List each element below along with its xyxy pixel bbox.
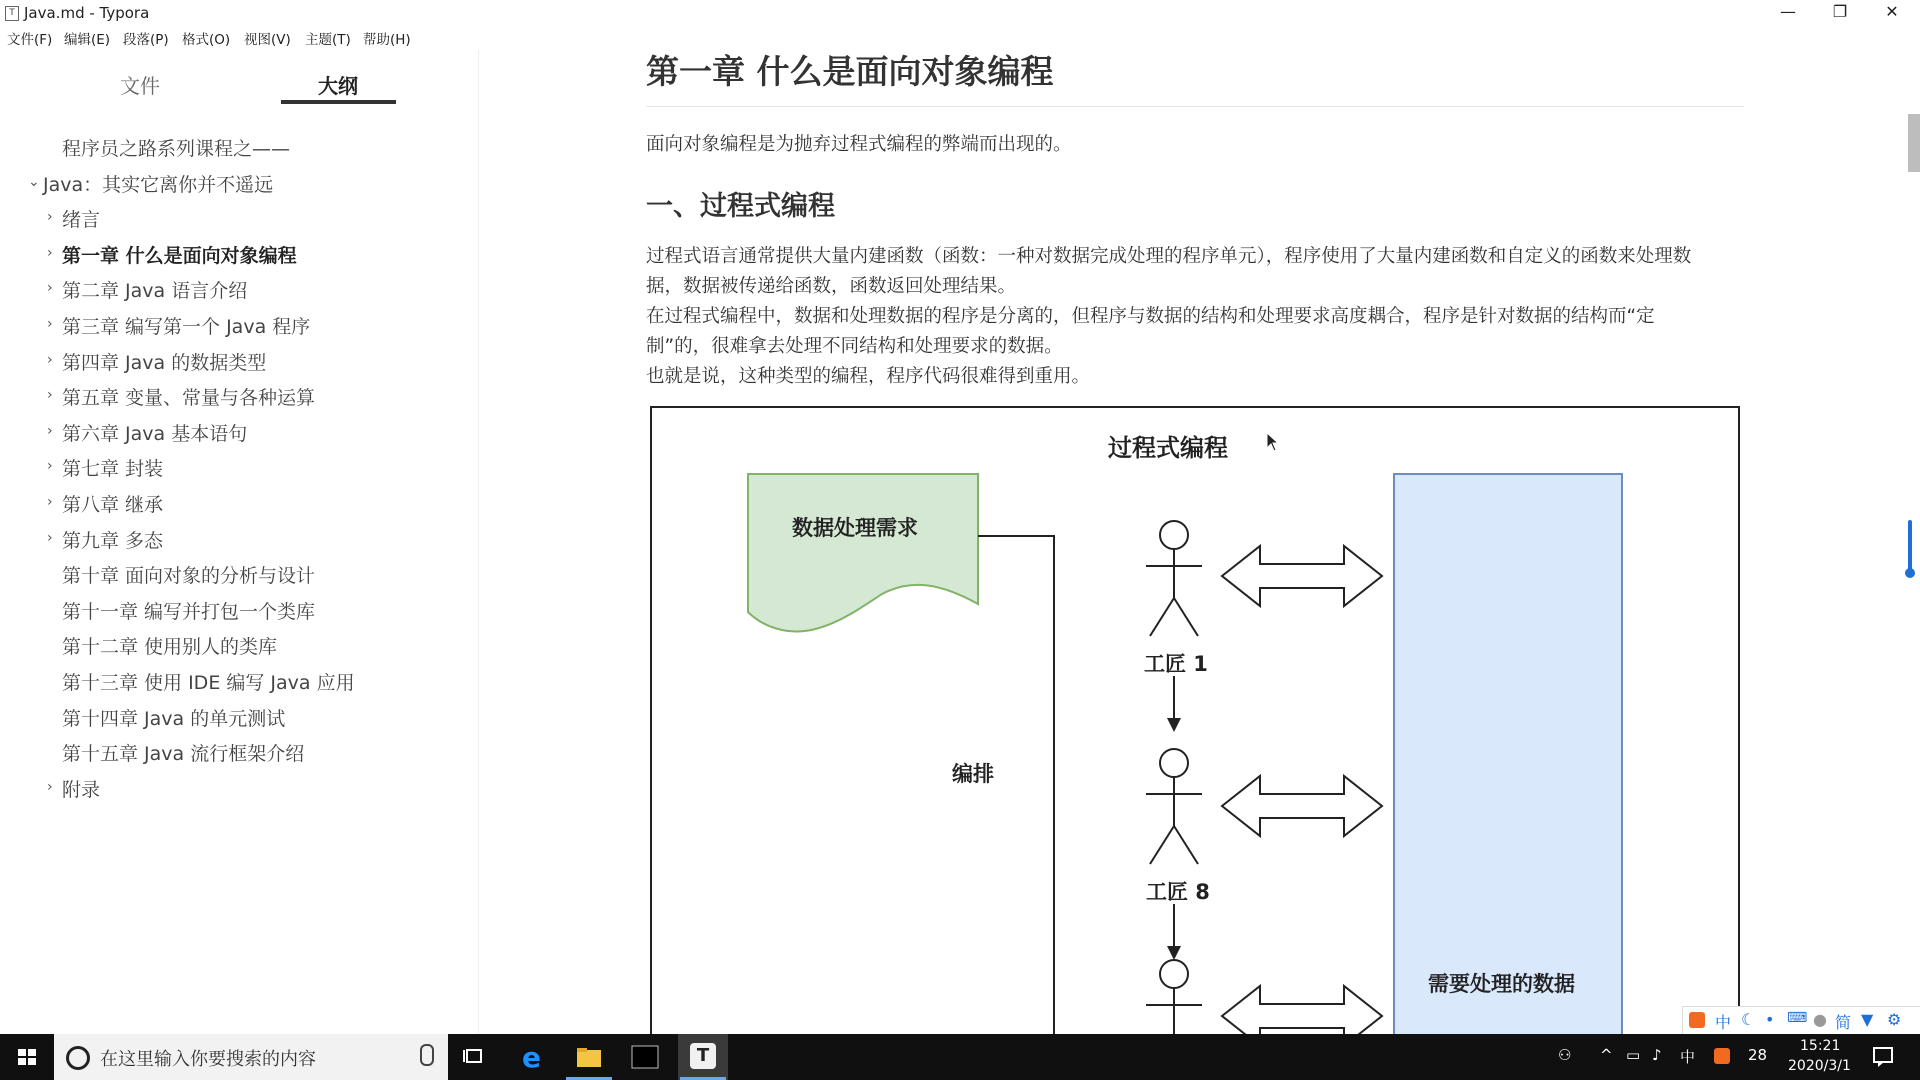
punctuation-icon[interactable]: • [1765, 1010, 1775, 1029]
search-placeholder: 在这里输入你要搜索的内容 [100, 1049, 316, 1070]
outline-chevron-icon[interactable]: › [47, 387, 53, 404]
sogou-tray-icon[interactable] [1714, 1048, 1730, 1064]
double-arrow-1 [1222, 546, 1382, 606]
typora-app-icon: T [5, 6, 19, 21]
menu-help[interactable]: 帮助(H) [363, 32, 411, 48]
active-tab-indicator [281, 100, 396, 104]
input-language[interactable]: 中 [1680, 1048, 1696, 1066]
paragraph-line: 过程式语言通常提供大量内建函数（函数：一种对数据完成处理的程序单元），程序使用了大量内建函数和自定义的函数来处理数 [646, 246, 1692, 267]
minimize-button[interactable]: — [1780, 2, 1796, 21]
volume-icon[interactable]: ♪ [1652, 1046, 1662, 1064]
windows-start-icon[interactable] [0, 1034, 54, 1080]
heading-h2: 一、过程式编程 [646, 191, 835, 222]
outline-chevron-icon[interactable]: › [47, 316, 53, 332]
outline-item[interactable]: 第九章 多态 [62, 529, 164, 552]
restore-button[interactable]: ❐ [1832, 2, 1848, 21]
chevron-up-icon[interactable]: ^ [1600, 1046, 1613, 1064]
worker-1-label: 工匠 1 [1144, 652, 1208, 676]
ime-toolbar[interactable] [1682, 1006, 1920, 1036]
weather-temperature[interactable]: 28 [1748, 1046, 1768, 1064]
worker-8-figure [1146, 749, 1202, 864]
outline-chevron-icon[interactable]: › [47, 529, 53, 546]
notification-icon[interactable] [1868, 1042, 1898, 1072]
menu-format[interactable]: 格式(O) [182, 32, 231, 48]
outline-item[interactable]: 绪言 [62, 209, 101, 232]
requirement-label: 数据处理需求 [792, 516, 918, 540]
outline-chevron-icon[interactable]: › [47, 280, 53, 297]
keyboard-icon[interactable]: ⌨ [1787, 1010, 1808, 1026]
file-explorer-icon[interactable] [574, 1042, 604, 1072]
diagram-title: 过程式编程 [1108, 434, 1228, 462]
outline-item[interactable]: 第一章 什么是面向对象编程 [62, 244, 297, 267]
paragraph-line: 也就是说，这种类型的编程，程序代码很难得到重用。 [646, 366, 1091, 387]
taskbar-search-box[interactable] [54, 1034, 448, 1080]
outline-chevron-icon[interactable]: › [47, 244, 53, 261]
people-icon[interactable]: ⚇ [1558, 1046, 1572, 1064]
intro-paragraph: 面向对象编程是为抛弃过程式编程的弊端而出现的。 [646, 134, 1072, 155]
gear-icon[interactable]: ⚙ [1887, 1010, 1902, 1029]
outline-chevron-icon[interactable]: › [47, 778, 53, 795]
outline-item[interactable]: Java：其实它离你并不遥远 [43, 173, 274, 196]
outline-chevron-icon[interactable]: › [47, 351, 53, 368]
tab-outline[interactable]: 大纲 [318, 74, 358, 98]
worker-8-label: 工匠 8 [1146, 880, 1210, 904]
outline-chevron-icon[interactable]: › [47, 494, 53, 510]
outline-item[interactable]: 第十四章 Java 的单元测试 [62, 707, 286, 730]
clock-time[interactable]: 15:21 [1800, 1038, 1841, 1054]
menu-view[interactable]: 视图(V) [244, 32, 291, 48]
menu-paragraph[interactable]: 段落(P) [123, 32, 169, 48]
outline-chevron-icon[interactable]: ⌄ [28, 173, 40, 190]
tab-files[interactable]: 文件 [120, 74, 160, 98]
cortana-icon [66, 1046, 90, 1070]
skin-icon[interactable]: ▼ [1861, 1010, 1874, 1029]
orchestrate-label: 编排 [952, 762, 994, 786]
outline-item[interactable]: 附录 [62, 778, 101, 801]
user-icon[interactable]: ● [1813, 1010, 1827, 1029]
outline-item[interactable]: 第五章 变量、常量与各种运算 [62, 387, 316, 410]
clock-date[interactable]: 2020/3/1 [1788, 1058, 1851, 1074]
ime-chinese-mode[interactable]: 中 [1715, 1013, 1732, 1032]
requirement-document-shape [748, 474, 978, 632]
outline-item[interactable]: 第三章 编写第一个 Java 程序 [62, 316, 311, 338]
procedural-programming-diagram [650, 406, 1740, 1034]
microphone-icon[interactable] [420, 1044, 434, 1066]
ime-simplified[interactable]: 简 [1835, 1013, 1852, 1032]
outline-chevron-icon[interactable]: › [47, 458, 53, 475]
editor-pane[interactable] [480, 26, 1920, 1034]
terminal-icon[interactable] [630, 1042, 660, 1072]
outline-item[interactable]: 第二章 Java 语言介绍 [62, 280, 248, 303]
sidebar [0, 50, 479, 1034]
moon-icon[interactable]: ☾ [1741, 1010, 1756, 1029]
diagram-shapes [652, 408, 1738, 1034]
outline-chevron-icon[interactable]: › [47, 422, 53, 439]
typora-icon: T [690, 1043, 716, 1069]
svg-text:e: e [522, 1042, 541, 1072]
outline-item[interactable]: 第七章 封装 [62, 458, 164, 481]
outline-item[interactable]: 第十章 面向对象的分析与设计 [62, 565, 316, 588]
outline-item[interactable]: 第十五章 Java 流行框架介绍 [62, 743, 305, 766]
data-block [1394, 474, 1622, 1034]
menu-theme[interactable]: 主题(T) [305, 32, 351, 48]
task-view-icon[interactable] [460, 1042, 490, 1072]
double-arrow-2 [1222, 776, 1382, 836]
data-label: 需要处理的数据 [1428, 972, 1575, 996]
outline-item[interactable]: 第十二章 使用别人的类库 [62, 636, 278, 659]
outline-chevron-icon[interactable]: › [47, 209, 53, 226]
taskbar [0, 1034, 1920, 1080]
outline-item[interactable]: 程序员之路系列课程之—— [62, 138, 291, 160]
worker-partial-figure [1146, 960, 1202, 1034]
heading-divider [646, 106, 1744, 107]
typora-taskbar-button[interactable] [678, 1034, 728, 1080]
close-button[interactable]: ✕ [1885, 2, 1899, 21]
side-indicator-dot [1905, 568, 1915, 578]
heading-h1: 第一章 什么是面向对象编程 [646, 52, 1054, 91]
outline-item[interactable]: 第十一章 编写并打包一个类库 [62, 600, 316, 623]
double-arrow-3 [1222, 986, 1382, 1034]
mouse-cursor-icon [1266, 432, 1280, 452]
editor-scrollbar-thumb[interactable] [1908, 114, 1920, 172]
window-title: Java.md - Typora [24, 4, 150, 22]
title-bar [0, 0, 1920, 26]
outline-item[interactable]: 第六章 Java 基本语句 [62, 422, 248, 445]
edge-browser-icon[interactable] [518, 1042, 548, 1072]
paragraph-line: 制”的，很难拿去处理不同结构和处理要求的数据。 [646, 336, 1063, 357]
outline-item[interactable]: 第十三章 使用 IDE 编写 Java 应用 [62, 672, 355, 694]
paragraph-line: 据，数据被传递给函数，函数返回处理结果。 [646, 276, 1017, 297]
outline-item[interactable]: 第四章 Java 的数据类型 [62, 351, 267, 374]
network-icon[interactable]: ▭ [1626, 1046, 1641, 1064]
menu-edit[interactable]: 编辑(E) [64, 32, 111, 48]
paragraph-line: 在过程式编程中，数据和处理数据的程序是分离的，但程序与数据的结构和处理要求高度耦合，程序是针对数据的结构而“定 [646, 306, 1655, 327]
menu-file[interactable]: 文件(F) [7, 32, 53, 48]
sogou-logo-icon [1689, 1012, 1705, 1028]
outline-item[interactable]: 第八章 继承 [62, 494, 164, 516]
worker-1-figure [1146, 521, 1202, 636]
